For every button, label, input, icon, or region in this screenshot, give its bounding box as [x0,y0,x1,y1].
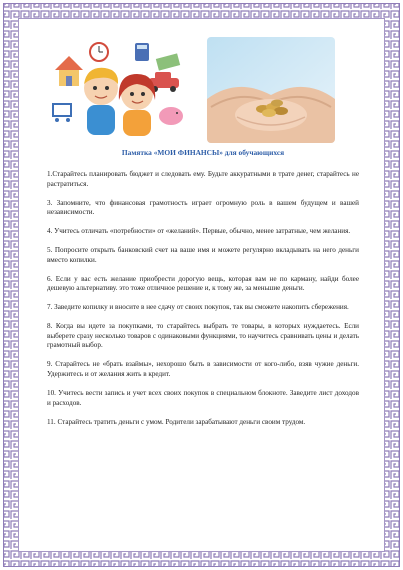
tip-paragraph: 5. Попросите открыть банковский счет на ваше имя и можете регулярно вкладывать на него деньги вместо копилки. [47,246,359,264]
page-content [47,34,359,544]
tip-paragraph: 7. Заведите копилку и вносите в нее сдачу от своих покупок, так вы сможете накопить сбережения. [47,303,349,312]
tip-paragraph: 4. Учитесь отличать «потребности» от «желаний». Первые, обычно, менее затратные, чем желания. [47,227,351,236]
children-finance-illustration-icon [49,38,187,138]
tip-paragraph: 11. Старайтесь тратить деньги с умом. Родители зарабатывают деньги своим трудом. [47,417,306,426]
tip-paragraph: 9. Старайтесь не «брать взаймы», нехорошо быть в зависимости от кого-либо, взяв чужие деньги. Удержитесь и от желания жить в кредит. [47,360,359,379]
page-title: Памятка «МОИ ФИНАНСЫ» для обучающихся [121,148,285,157]
tip-paragraph: 3. Запомните, что финансовая грамотность играет огромную роль в вашем будущем и вашей независимости. [47,198,359,217]
tip-paragraph: 1.Старайтесь планировать бюджет и следовать ему. Будьте аккуратными в трате денег, старайтесь не растратиться. [47,170,359,188]
tips-list [47,170,359,437]
tip-paragraph: 10. Учитесь вести запись и учет всех своих покупок в специальном блокноте. Заведите лист доходов и расходов. [47,389,359,407]
tip-paragraph: 8. Когда вы идете за покупками, то старайтесь выбрать те товары, в которых нуждаетесь. Если выберете сразу несколько товаров с одинаковыми функциями, то научитесь сравнивать цены и делать грамотный выбор. [47,322,359,350]
tip-paragraph: 6. Если у вас есть желание приобрести дорогую вещь, которая вам не по карману, найди более дешевую альтернативу. это тоже отличное решение и, к тому же, за меньшие деньги. [47,274,359,293]
hands-with-coins-photo-icon [207,37,335,143]
